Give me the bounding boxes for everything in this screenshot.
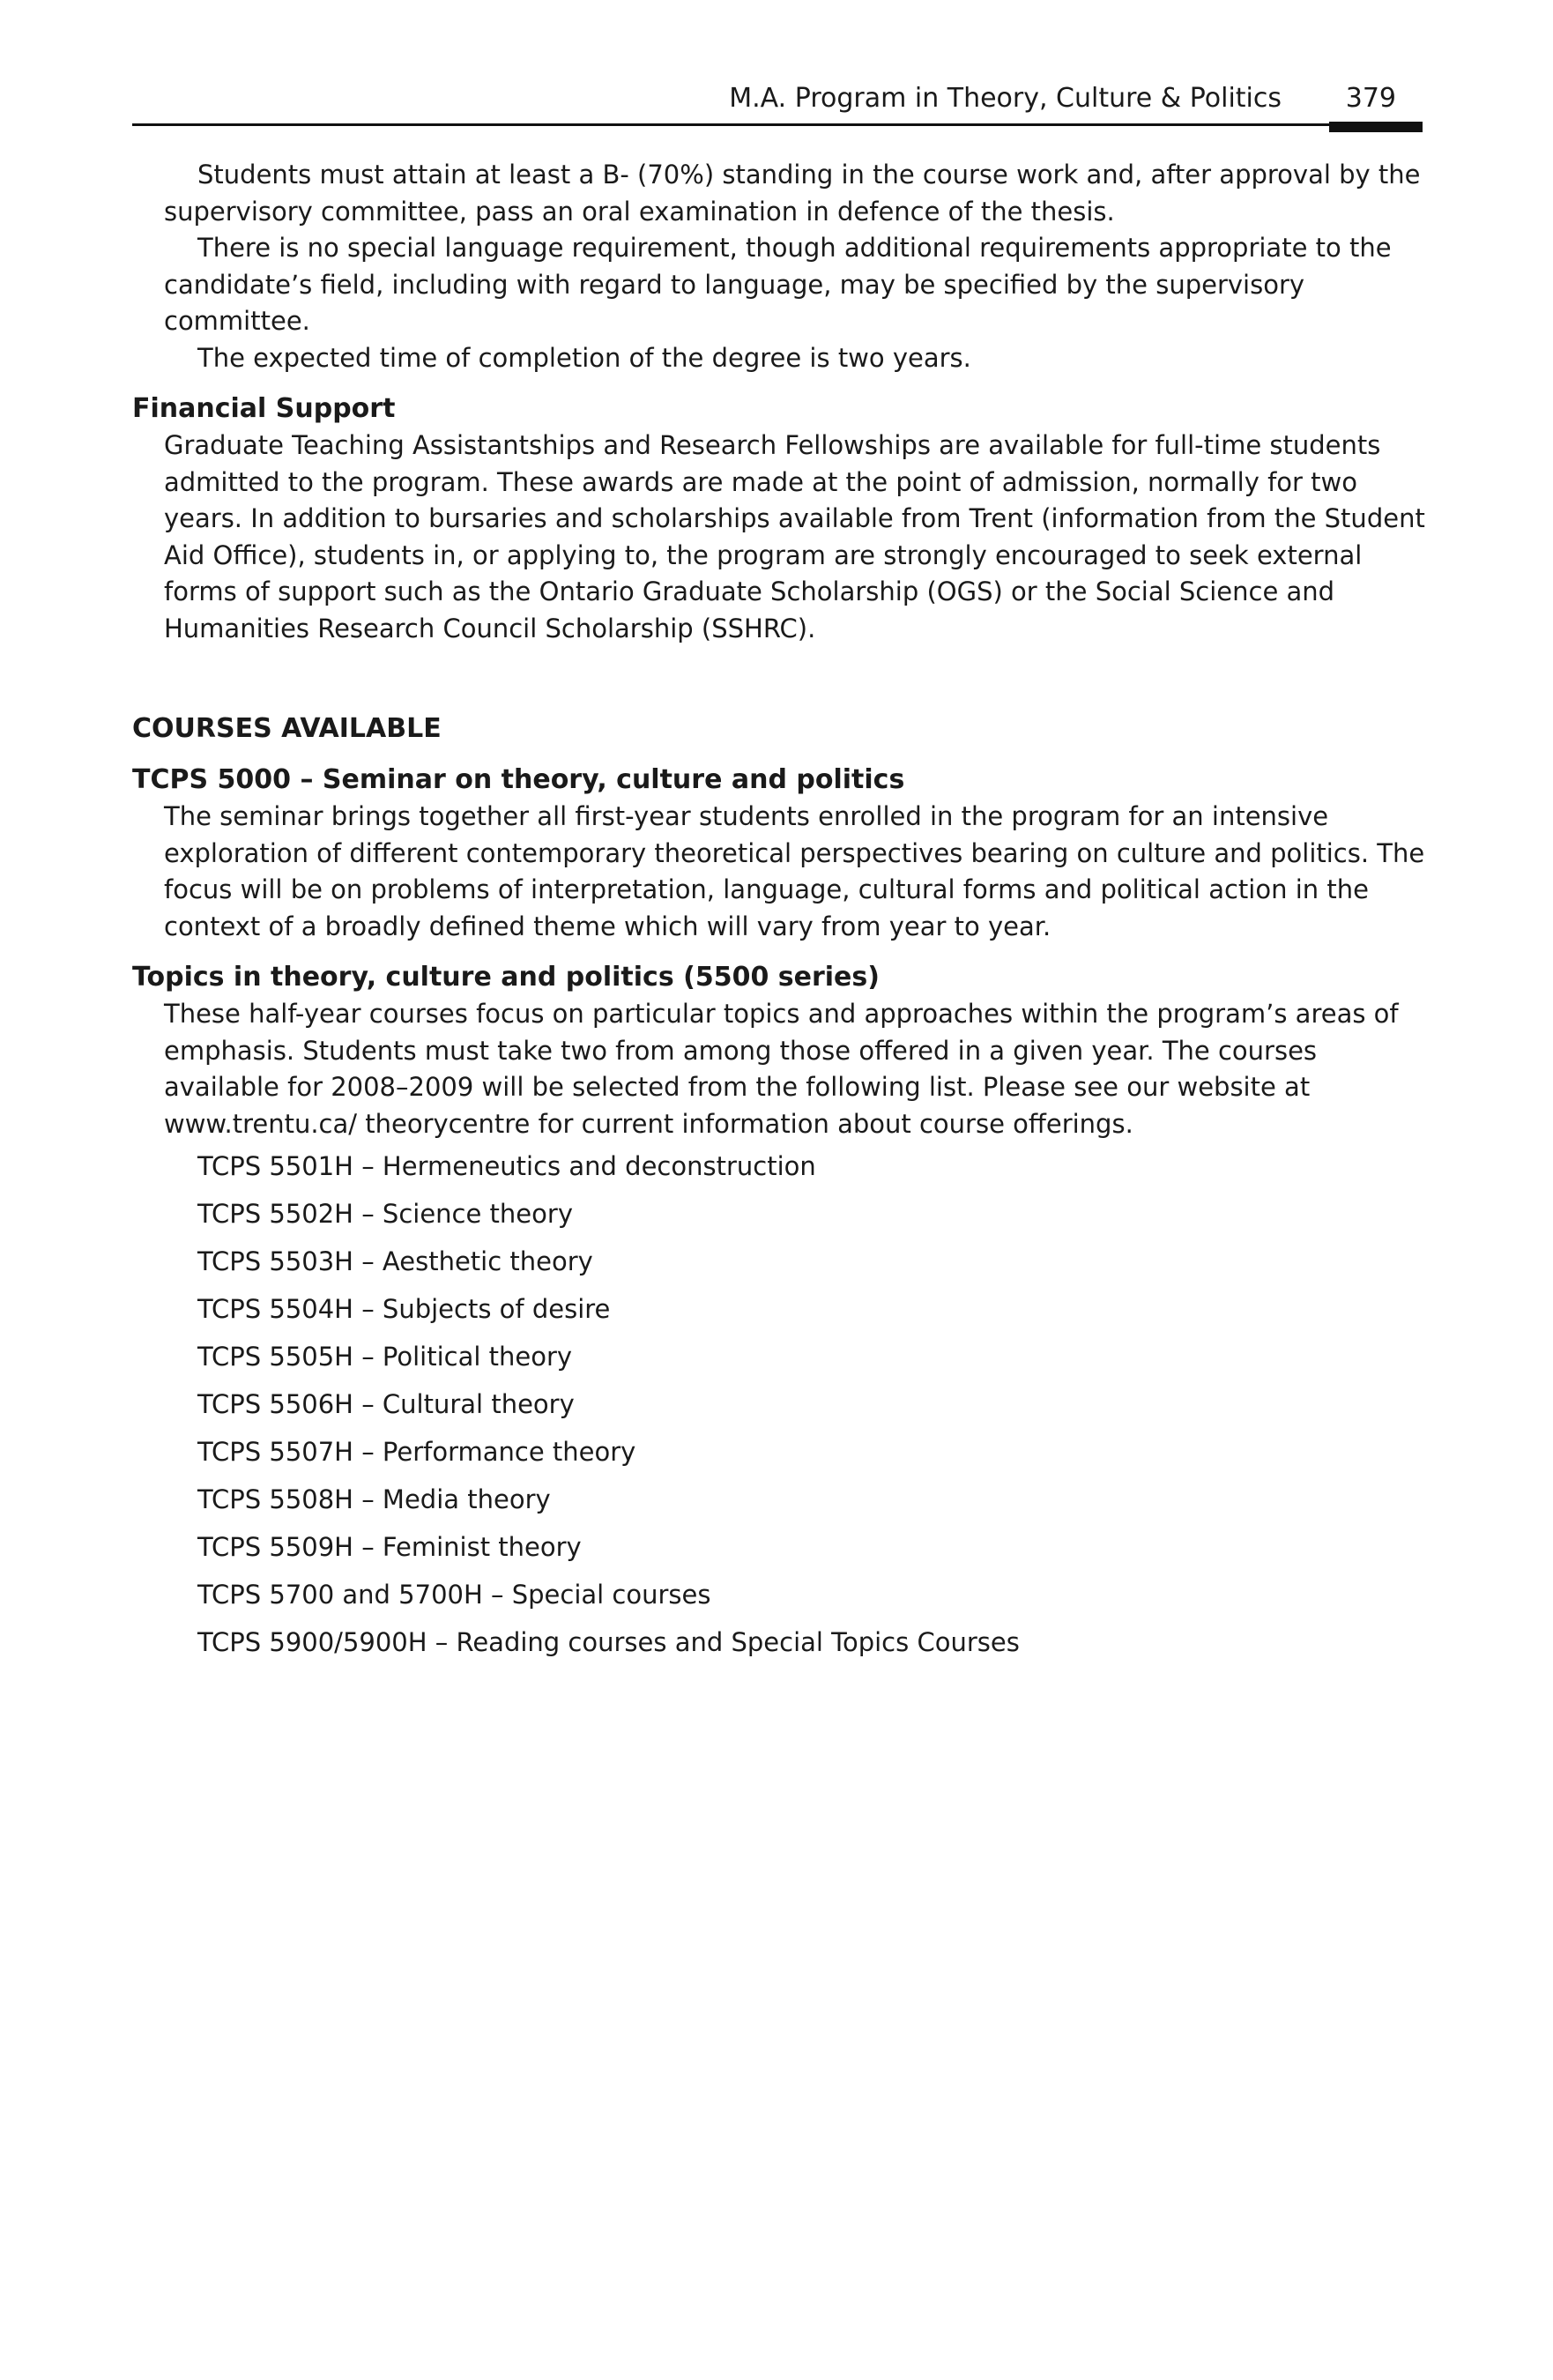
list-item: TCPS 5507H – Performance theory [197, 1437, 636, 1467]
courses-available-heading: COURSES AVAILABLE [132, 713, 442, 744]
list-item: TCPS 5700 and 5700H – Special courses [197, 1580, 711, 1610]
topics-series-description: These half-year courses focus on particular topics and approaches within the program’s areas of emphasis. Students must take two from among those offered in a given year. The courses available for 2008–2009 will be selected from the following list. Please see our website at www.trentu.ca/ theorycentre for current information about course offerings. [164, 999, 1399, 1139]
seminar-course-title: TCPS 5000 – Seminar on theory, culture and politics [132, 764, 905, 795]
page-number: 379 [1345, 83, 1396, 114]
running-title: M.A. Program in Theory, Culture & Politics [729, 83, 1282, 114]
topics-series-title: Topics in theory, culture and politics (5500 series) [132, 962, 880, 993]
seminar-course-description: The seminar brings together all first-year students enrolled in the program for an intensive exploration of different contemporary theoretical perspectives bearing on culture and politics. The focus will be on problems of interpretation, language, cultural forms and political action in the context of a broadly defined theme which will vary from year to year. [164, 801, 1425, 941]
list-item: TCPS 5503H – Aesthetic theory [197, 1246, 593, 1276]
page-content [132, 157, 1428, 1666]
course-list [132, 1142, 1428, 1666]
header-rule-bar [1329, 122, 1423, 132]
list-item: TCPS 5502H – Science theory [197, 1199, 573, 1229]
list-item: TCPS 5505H – Political theory [197, 1342, 573, 1372]
financial-support-body: Graduate Teaching Assistantships and Research Fellowships are available for full-time students admitted to the program. These awards are made at the point of admission, normally for two years. In addition to bursaries and scholarships available from Trent (information from the Student Aid Office), students in, or applying to, the program are strongly encouraged to seek external forms of support such as the Ontario Graduate Scholarship (OGS) or the Social Science and Humanities Research Council Scholarship (SSHRC). [164, 430, 1425, 643]
page-header [132, 79, 1423, 126]
list-item: TCPS 5508H – Media theory [197, 1484, 551, 1514]
list-item: TCPS 5509H – Feminist theory [197, 1532, 582, 1562]
intro-paragraph-language: There is no special language requirement, though additional requirements appropriate to the candidate’s field, including with regard to language, may be specified by the supervisory committee. [164, 233, 1392, 336]
intro-paragraph-completion: The expected time of completion of the degree is two years. [197, 342, 971, 373]
list-item: TCPS 5506H – Cultural theory [197, 1389, 575, 1419]
financial-support-heading: Financial Support [132, 393, 396, 424]
list-item: TCPS 5900/5900H – Reading courses and Special Topics Courses [197, 1627, 1020, 1657]
list-item: TCPS 5501H – Hermeneutics and deconstruction [197, 1151, 816, 1181]
list-item: TCPS 5504H – Subjects of desire [197, 1294, 611, 1324]
intro-paragraph-standing: Students must attain at least a B- (70%) standing in the course work and, after approval by the supervisory committee, pass an oral examination in defence of the thesis. [164, 160, 1421, 227]
